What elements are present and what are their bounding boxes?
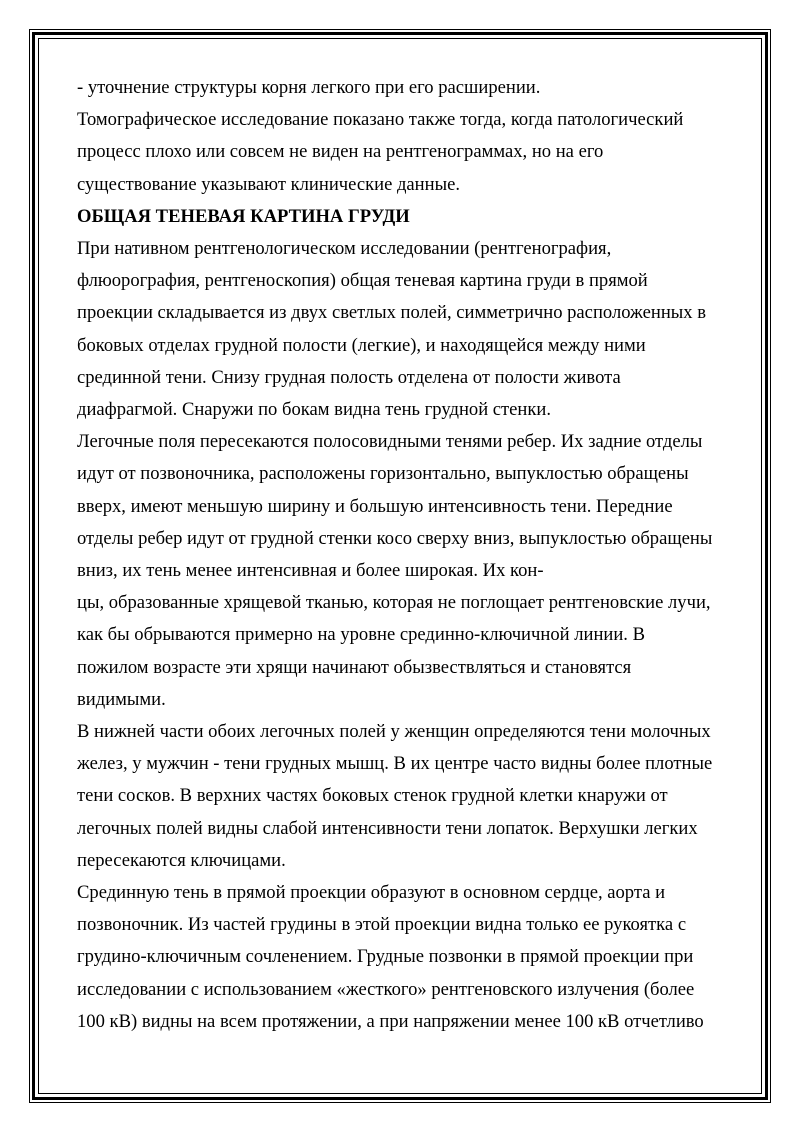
text-line: Томографическое исследование показано также тогда, когда патологический: [77, 109, 684, 131]
text-line: тени сосков. В верхних частях боковых стенок грудной клетки кнаружи от: [77, 785, 668, 807]
text-line: - уточнение структуры корня легкого при его расширении.: [77, 77, 541, 98]
text-line: срединной тени. Снизу грудная полость отделена от полости живота: [77, 366, 621, 388]
text-line: позвоночник. Из частей грудины в этой проекции видна только ее рукоятка с: [77, 914, 687, 936]
text-line: вверх, имеют меньшую ширину и большую интенсивность тени. Передние: [77, 495, 673, 517]
text-line: Легочные поля пересекаются полосовидными тенями ребер. Их задние отделы: [77, 431, 703, 453]
text-line: 100 кВ) видны на всем протяжении, а при напряжении менее 100 кВ отчетливо: [77, 1010, 704, 1032]
text-line: идут от позвоночника, расположены горизонтально, выпуклостью обращены: [77, 463, 689, 485]
text-line: пожилом возрасте эти хрящи начинают обызвествляться и становятся: [77, 656, 632, 678]
text-line: проекции складывается из двух светлых полей, симметрично расположенных в: [77, 302, 707, 324]
text-line: вниз, их тень менее интенсивная и более широкая. Их кон-: [77, 560, 544, 582]
text-line: видимыми.: [77, 688, 166, 710]
text-line: существование указывают клинические данные.: [77, 173, 460, 195]
text-line: флюорография, рентгеноскопия) общая теневая картина груди в прямой: [77, 270, 648, 292]
text-line: диафрагмой. Снаружи по бокам видна тень грудной стенки.: [77, 399, 552, 421]
section-heading: ОБЩАЯ ТЕНЕВАЯ КАРТИНА ГРУДИ: [77, 205, 410, 227]
text-line: В нижней части обоих легочных полей у женщин определяются тени молочных: [77, 721, 711, 743]
text-line: боковых отделах грудной полости (легкие), и находящейся между ними: [77, 334, 646, 356]
text-line: цы, образованные хрящевой тканью, которая не поглощает рентгеновские лучи,: [77, 592, 711, 614]
text-line: как бы обрываются примерно на уровне срединно-ключичной линии. В: [77, 624, 645, 646]
text-line: При нативном рентгенологическом исследовании (рентгенография,: [77, 238, 612, 260]
text-line: отделы ребер идут от грудной стенки косо сверху вниз, выпуклостью обращены: [77, 527, 713, 549]
text-line: пересекаются ключицами.: [77, 849, 286, 871]
text-line: желез, у мужчин - тени грудных мышц. В их центре часто видны более плотные: [77, 753, 713, 775]
text-line: Срединную тень в прямой проекции образуют в основном сердце, аорта и: [77, 882, 666, 904]
text-line: грудино-ключичным сочленением. Грудные позвонки в прямой проекции при: [77, 946, 694, 968]
text-line: легочных полей видны слабой интенсивности тени лопаток. Верхушки легких: [77, 817, 698, 839]
document-body: [77, 72, 727, 1038]
text-line: процесс плохо или совсем не виден на рентгенограммах, но на его: [77, 141, 604, 163]
text-line: исследовании с использованием «жесткого» рентгеновского излучения (более: [77, 978, 695, 1000]
